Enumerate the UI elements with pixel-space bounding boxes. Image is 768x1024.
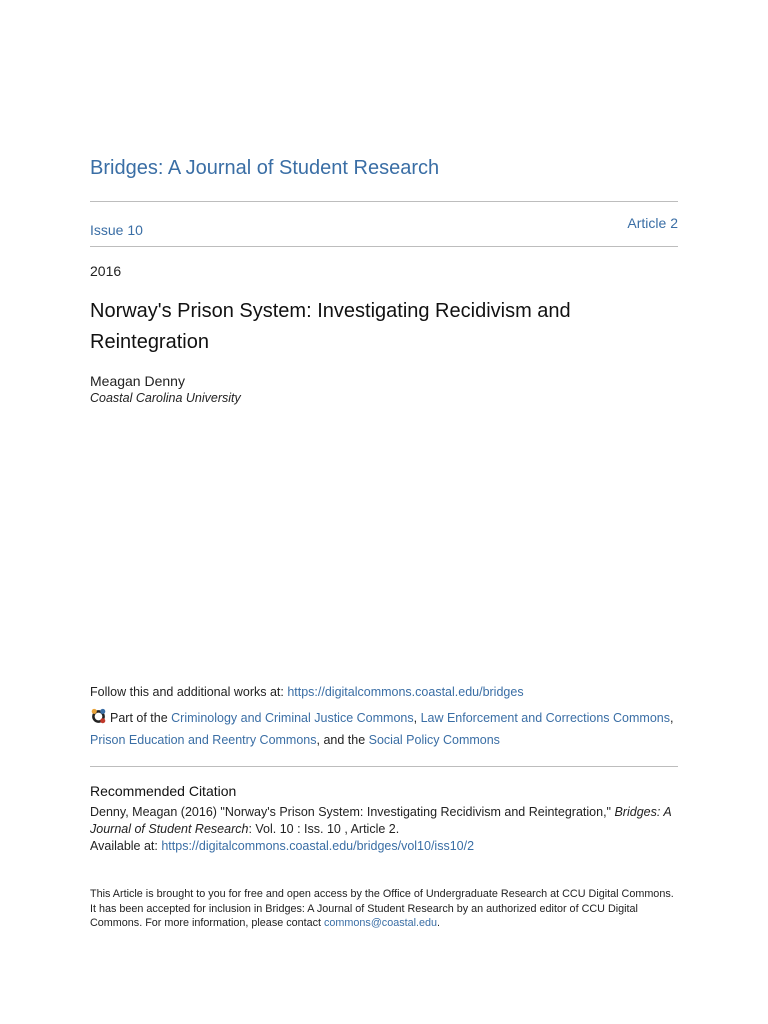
publication-year: 2016 [90, 263, 122, 279]
network-commons-icon [90, 708, 107, 725]
notice-text: This Article is brought to you for free and open access by the Office of Undergraduate Research at CCU Digital Commons. It has been accepted for inclusion in Bridges: A Journal of Student Research by an authorized editor of CCU Digital Commons. For more information, please contact [90, 888, 674, 930]
criminology-commons-link[interactable]: Criminology and Criminal Justice Commons [171, 711, 414, 725]
issue-link[interactable]: Issue 10 [90, 222, 143, 238]
citation-journal: Bridges: A Journal of Student Research [90, 805, 672, 836]
citation-text: Denny, Meagan (2016) "Norway's Prison System: Investigating Recidivism and Reintegration," [90, 805, 615, 819]
author-name: Meagan Denny [90, 373, 185, 389]
available-prefix: Available at: [90, 839, 162, 853]
citation-volume: : Vol. 10 : Iss. 10 , Article 2. [248, 822, 400, 836]
separator: , [669, 711, 674, 725]
prison-education-commons-link[interactable]: Prison Education and Reentry Commons [90, 733, 317, 747]
separator: , [413, 711, 421, 725]
part-of-prefix: Part of the [110, 711, 172, 725]
available-link[interactable]: https://digitalcommons.coastal.edu/bridges/vol10/iss10/2 [161, 839, 475, 853]
citation-divider [90, 766, 678, 767]
issue-divider [90, 246, 678, 247]
law-enforcement-commons-link[interactable]: Law Enforcement and Corrections Commons [420, 711, 670, 725]
article-link[interactable]: Article 2 [627, 215, 678, 231]
access-notice [90, 887, 680, 931]
notice-end: . [437, 917, 441, 930]
citation-body [90, 804, 690, 855]
contact-email-link[interactable]: commons@coastal.edu [324, 917, 438, 930]
follow-link[interactable]: https://digitalcommons.coastal.edu/bridges [287, 685, 524, 699]
journal-title-link[interactable]: Bridges: A Journal of Student Research [90, 157, 440, 179]
part-of-block [90, 707, 690, 751]
top-divider [90, 201, 678, 202]
article-title: Norway's Prison System: Investigating Recidivism and Reintegration [90, 300, 571, 353]
citation-heading: Recommended Citation [90, 783, 237, 799]
and-the-text: , and the [316, 733, 369, 747]
social-policy-commons-link[interactable]: Social Policy Commons [368, 733, 500, 747]
follow-line [90, 685, 524, 699]
author-affiliation: Coastal Carolina University [90, 391, 241, 405]
follow-prefix: Follow this and additional works at: [90, 685, 288, 699]
